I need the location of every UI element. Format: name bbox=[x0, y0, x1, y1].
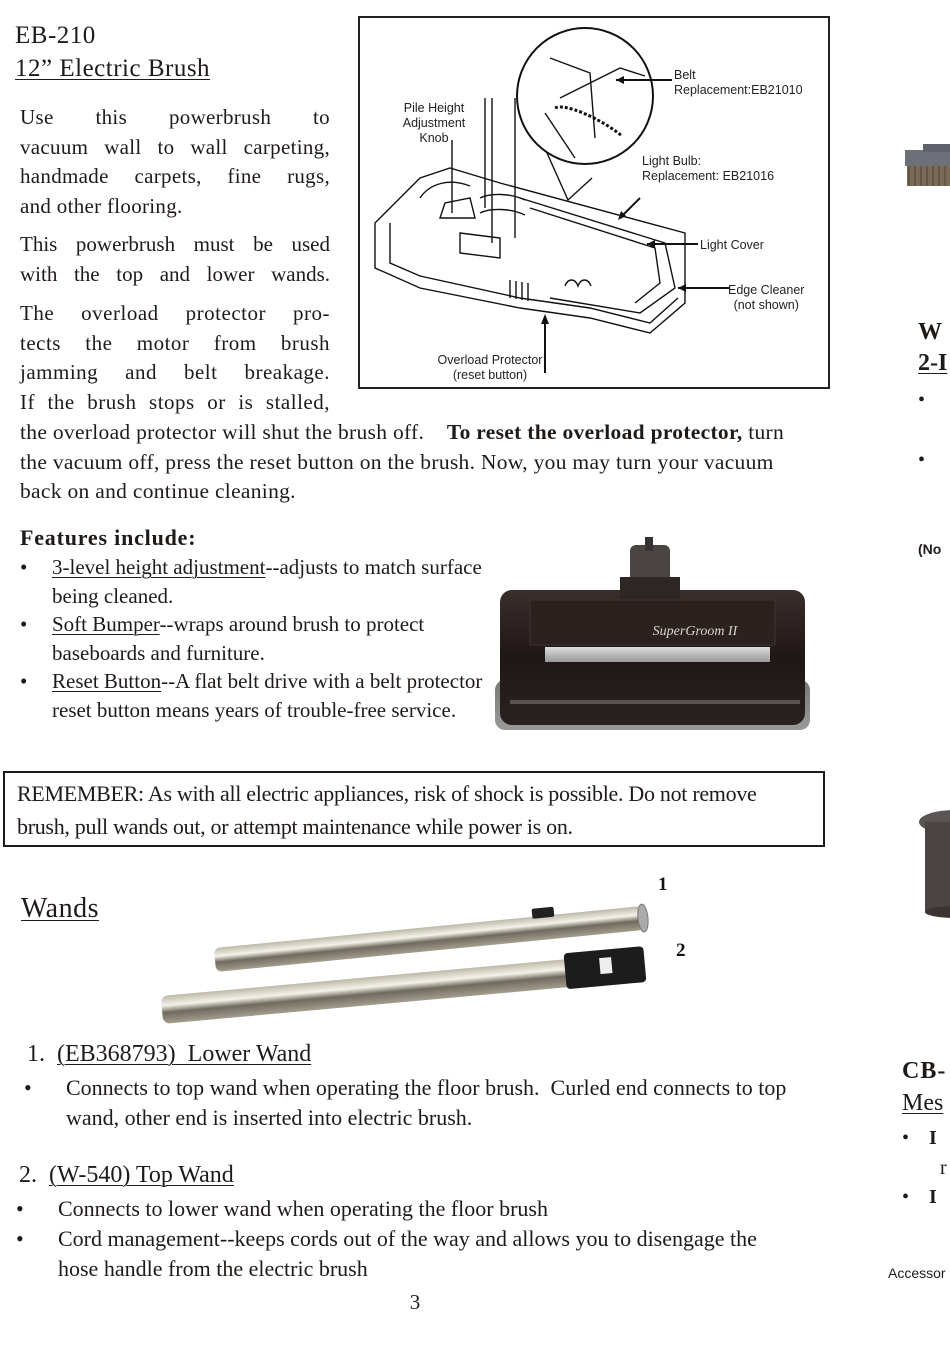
feature-term: 3-level height adjustment bbox=[52, 555, 266, 579]
label-pile-height bbox=[392, 101, 476, 146]
round-brush-illustration bbox=[905, 140, 950, 195]
label-line: Replacement:EB21010 bbox=[674, 83, 803, 97]
cap-illustration bbox=[915, 800, 950, 920]
continuation-text: the overload protector will shut the brush off. bbox=[20, 420, 425, 444]
wands-heading: Wands bbox=[21, 893, 100, 924]
wands-photo bbox=[160, 870, 700, 1030]
label-line: Overload Protector bbox=[437, 353, 543, 367]
label-line: Edge Cleaner bbox=[728, 283, 805, 297]
product-name: 12” Electric Brush bbox=[15, 55, 211, 82]
text-line: This powerbrush must be used bbox=[20, 232, 330, 256]
partial-text: I bbox=[929, 1127, 937, 1149]
bullet-icon: • bbox=[16, 1196, 24, 1221]
bullet-icon: • bbox=[902, 1186, 910, 1208]
reset-instructions bbox=[20, 418, 790, 507]
label-line: Light Bulb: bbox=[642, 154, 702, 168]
feature-item bbox=[20, 553, 490, 610]
electric-brush-illustration bbox=[495, 535, 830, 735]
bullet-icon: • bbox=[20, 555, 28, 579]
feature-term: Soft Bumper bbox=[52, 612, 160, 636]
partial-subheading: Mes bbox=[902, 1090, 944, 1116]
partial-brush-photo bbox=[905, 140, 950, 195]
electric-brush-photo bbox=[495, 535, 830, 735]
label-line: (reset button) bbox=[452, 368, 528, 382]
label-light-bulb bbox=[642, 154, 774, 184]
partial-heading: W bbox=[918, 319, 943, 345]
label-line: Pile Height bbox=[403, 101, 465, 115]
safety-warning-box: REMEMBER: As with all electric appliances, risk of shock is possible. Do not remove brush, pull wands out, or attempt maintenance while power is on. bbox=[3, 771, 825, 847]
partial-cap-photo bbox=[915, 800, 950, 920]
bullet-text: Connects to top wand when operating the floor brush. Curled end connects to top wand, other end is inserted into electric brush. bbox=[66, 1075, 792, 1130]
text-line: vacuum wall to wall carpeting, bbox=[20, 134, 330, 159]
feature-text: --adjusts to match surface being cleaned. bbox=[52, 555, 482, 608]
label-overload-protector bbox=[430, 353, 550, 383]
bullet-text: Connects to lower wand when operating the floor brush bbox=[58, 1196, 548, 1221]
partial-heading: CB- bbox=[902, 1058, 947, 1084]
lower-wand-heading bbox=[27, 1041, 311, 1068]
partial-subheading: 2-I bbox=[918, 350, 948, 376]
text-line: handmade carpets, fine rugs, bbox=[20, 164, 330, 188]
bullet-text: Cord management--keeps cords out of the way and allows you to disengage the hose handle from the electric brush bbox=[58, 1226, 757, 1281]
product-model: EB-210 bbox=[15, 22, 96, 49]
bullet-item bbox=[22, 1073, 792, 1133]
item-number: 1. bbox=[27, 1041, 45, 1067]
top-wand-heading bbox=[19, 1162, 234, 1189]
feature-term: Reset Button bbox=[52, 669, 162, 693]
text-line: tects the motor from brush bbox=[20, 330, 330, 355]
label-line: (not shown) bbox=[733, 298, 799, 312]
bullet-icon: • bbox=[20, 669, 28, 693]
feature-item bbox=[20, 667, 490, 724]
bullet-icon: • bbox=[918, 449, 926, 471]
text-line: The overload protector pro- bbox=[20, 301, 330, 325]
partial-footer: Accessor bbox=[888, 1265, 946, 1281]
item-heading: (W-540) Top Wand bbox=[49, 1162, 234, 1188]
label-light-cover: Light Cover bbox=[700, 238, 764, 252]
lower-wand-bullets bbox=[22, 1073, 792, 1133]
text-line: If the brush stops or is stalled, bbox=[20, 389, 330, 414]
intro-paragraph-3 bbox=[20, 299, 330, 417]
brush-diagram bbox=[358, 16, 830, 389]
feature-text: --A flat belt drive with a belt protector reset button means years of trouble-free service. bbox=[52, 669, 483, 722]
features-heading: Features include: bbox=[20, 525, 197, 550]
bullet-item bbox=[14, 1224, 794, 1284]
label-line: Replacement: EB21016 bbox=[642, 169, 775, 183]
text-line: Use this powerbrush to bbox=[20, 105, 330, 129]
label-line: Belt bbox=[674, 68, 696, 82]
bullet-icon: • bbox=[24, 1075, 32, 1100]
page-number: 3 bbox=[409, 1290, 421, 1314]
bullet-icon: • bbox=[902, 1127, 910, 1149]
label-edge-cleaner bbox=[728, 283, 804, 313]
partial-bullet-line bbox=[902, 1186, 937, 1209]
intro-paragraph-2 bbox=[20, 230, 330, 289]
text-line: with the top and lower wands. bbox=[20, 261, 330, 286]
bullet-item bbox=[14, 1194, 794, 1224]
feature-text: --wraps around brush to protect baseboards and furniture. bbox=[52, 612, 425, 665]
partial-text: I bbox=[929, 1186, 937, 1208]
partial-bullet-line bbox=[902, 1127, 937, 1150]
bullet-icon: • bbox=[20, 612, 28, 636]
item-number: 2. bbox=[19, 1162, 37, 1188]
partial-text: r bbox=[940, 1157, 947, 1179]
text-line: and other flooring. bbox=[20, 193, 183, 218]
wand-label-2: 2 bbox=[676, 940, 686, 961]
reset-bold-text: To reset the overload protector, bbox=[446, 420, 743, 444]
bullet-icon: • bbox=[16, 1226, 24, 1251]
feature-item bbox=[20, 610, 490, 667]
label-belt bbox=[674, 68, 803, 98]
bullet-icon: • bbox=[918, 389, 926, 411]
top-wand-bullets bbox=[14, 1194, 794, 1284]
item-heading: (EB368793) Lower Wand bbox=[57, 1041, 312, 1067]
brand-text: SuperGroom II bbox=[652, 624, 738, 639]
wands-illustration bbox=[160, 870, 700, 1030]
text-line: jamming and belt breakage. bbox=[20, 360, 330, 384]
partial-note: (No bbox=[918, 541, 942, 557]
intro-paragraph-1 bbox=[20, 103, 330, 221]
features-list bbox=[20, 553, 490, 724]
label-line: Adjustment Knob bbox=[402, 116, 466, 145]
reset-text: turn the vacuum off, press the reset button on the brush. Now, you may turn your vacuum back on and continue cleaning. bbox=[20, 420, 785, 503]
wand-label-1: 1 bbox=[658, 874, 668, 895]
